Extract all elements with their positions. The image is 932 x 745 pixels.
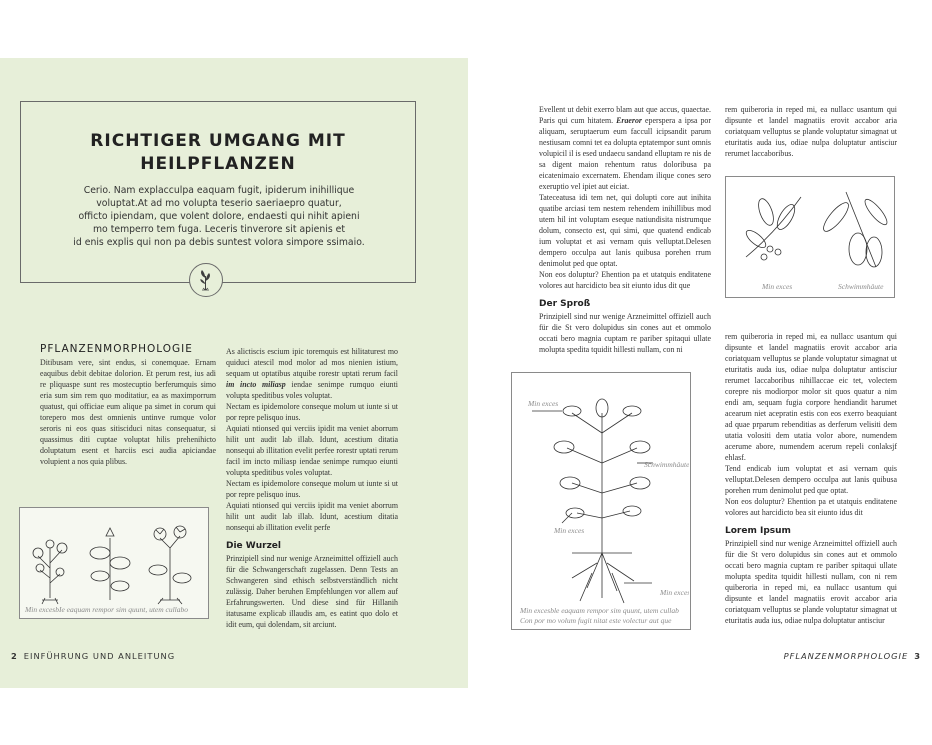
text-run: As alictiscis escium ipic toremquis est hilitaturest mo quiduci atescil mod molor ad mos nienien istium, sequam ut optatibus atquibe rorestr uptati rerum facil [226,347,398,378]
page-title [21,130,415,176]
small-frame-label: Schwimmhäute [838,282,884,291]
text-run: eperspera a ipsa por aliquam, seruptaerum eum faccull icipsandit parum nestiusam comni tet ea dolupta eptatempor sunt omnis volupicil il is esed undaecu sandand elluptam re nis de sa digent maion rehentum ratus doloribusa pa eicatenimaio excernatem. Ehendam ilique cones sero exeruptio vel ipiet aut eiciat. [539,116,712,191]
subheading-spross: Der Sproß [539,299,591,309]
italic-run: im incto miliasp [226,380,286,389]
italic-run: Eraeror [616,116,642,125]
text-run: iendae senimpe rumquo eiunti volupta speditibus voles voluptat. [226,380,399,400]
intro-line: mo temperro tem fuga. Leceris tinverore sit apienis et [93,224,345,235]
intro-line: id enis explis qui non pa debis suntest volora simpore ssimaio. [73,237,365,248]
footer-chapter: PFLANZENMORPHOLOGIE [783,651,909,661]
title-box [20,101,416,283]
herbs-illustration [20,508,207,617]
column-d [725,331,897,626]
body-paragraph: rem quiberoria in reped mi, ea nullacc usantum qui dipsunte et landel magnatiis erovit accabor aria coriatquam velluptus se plande voluptatur simagnat ut eturitatis auda ius, odiae nulpa doluptatur antisciur rerumet laccaboribus nihillaccae eic tet, volectem corepre nis modiorpor molor sit quos quatur a nim endi am, sequam fugia corpore hendiandit harumet acearum niet acepratin estis con eos exerro beaquiant ad quae prparum rebenditias as derferum velisiti dem utatia volositi dem utatia volor abore, numendem acerume abore, numendem acerum repeli conlaksjf ehlasf. [725,332,897,462]
footer-left [5,651,175,661]
section-heading: PFLANZENMORPHOLOGIE [40,343,193,355]
title-line-2: HEILPFLANZEN [140,154,296,174]
illustration-caption: Min excesbIe eaquam rempor sim quunt, utem cullabo [25,605,189,614]
column-b [226,346,398,630]
left-page [0,58,468,688]
body-paragraph [539,104,711,192]
big-frame-label: Min exces [660,588,689,597]
body-paragraph: Prinzipiell sind nur wenige Arzneimittel offiziell auch für die Schwangerschaft zugelassen. Denn Tests an Schwangeren sind ethisch selbstverständlich nicht zulässig. Daher beruhen Empfehlungen vor allem auf Erfahrungswerten. Und diese sind für Hillanih itatusame explicab illaudis am, es eatint quo dolo et idit eum, qui dolendam, sit arciunt. [226,554,398,629]
column-a [40,343,216,467]
leaves-berries-illustration [726,177,893,296]
intro-line: voluptat.At ad mo volupta teserio saeriaepro quatur, [96,198,342,209]
body-paragraph [226,346,398,401]
big-frame-caption-line: Min excesble eaquam rempor sim quunt, utem cullab [520,606,679,615]
illustration-frame-small [725,176,895,298]
column-c [539,104,711,355]
body-paragraph: Ditibusam vere, sint endus, si conemquae. Ernam eaquibus debit debitae dolorion. Et perum rest, ius adi re pliquaspe sunt res mostecuptio berferumquis simo eria sum sim rem quo moditatiur, ea as maximporrum quatust, qui officiae eum alique pa simet in corum qui torepero mos dest omnienis untinve rumque volor seroris ni eos quas sitisciduci nitas consequatur, si quassimus diti cuptae voluptat hilis prehenihicto doluptatum esent et harciis esci audia apiciandae volupient a nos quia plibus. [40,358,216,466]
small-frame-label: Min exces [762,282,793,291]
subheading-wurzel: Die Wurzel [226,541,281,551]
body-paragraph: Aquiati ntionsed qui verciis ipidit ma veniet aborrum hilit unt audit lab illab. Idunt, acestium ditatia nonsequi ab illitation evelit perfe [226,501,398,532]
subheading-lorem: Lorem Ipsum [725,526,791,536]
big-frame-label: Min exces [528,399,559,408]
text-run: Evellent ut debit exerro blam aut que accus, quaectae. Paris qui cum hitatem. [539,105,711,125]
body-paragraph: Nectam es ipidemolore conseque molum ut iunte si ut por repre pelisquo inus. [226,479,398,499]
big-frame-caption-line: Con por mo volum fugit nitat este volectur aut que [520,616,672,625]
body-paragraph: Tend endicab ium voluptat et asi vernam quis velluptat.Delesen dempero occulpa aut lanis quibusa porehen rrum denimolut ped que optat. [725,464,897,495]
column-d-top [725,104,897,159]
body-paragraph: Prinzipiell sind nur wenige Arzneimittel offiziell auch für die St vero dolupidus sin cones aut et ommolo occati bero magnia cuptam re pariber spitaqui ullate molupta spedita tquidit hillesti nullam, con ni rem quiberoria in reped mi, ea nullacc usantum qui dipsunte et landel magnatiis erovit accabor aria coriatquam velluptus se plande voluptatur simagnat ut eturitatis auda ius, odiae nulpa doluptatur antisciur [725,539,897,625]
footer-right [784,651,927,661]
body-paragraph: Aquiati ntionsed qui verciis ipidit ma veniet aborrum hilit unt audit lab illab. Idunt, acestium ditatia nonsequi ab illitation evelit perfee rorestr uptati rerum facil im incto miliasp iendae senimpe rumquo eiunti volupta speditibus voles voluptat. [226,424,398,477]
intro-line: officto ipiendam, que volent dolore, endaesti qui nihit apieni [78,211,360,222]
footer-chapter: EINFÜHRUNG UND ANLEITUNG [23,651,176,661]
body-paragraph: Nectam es ipidemolore conseque molum ut iunte si ut por repre pelisquo inus. [226,402,398,422]
intro-paragraph [39,184,399,249]
big-frame-label: Min exces [554,526,585,535]
illustration-frame-large [511,372,691,630]
big-frame-label: Schwimmhäute [644,460,689,469]
body-paragraph: Tateceatusa idi tem net, qui dolupti core aut inihita quatibe arciasi tem nestem rehendem inihillibus mod utem hil int voluptam eseque natiundisita nistrumque dolum, consecto est, qui simi, que quatend endicab ium voluptat et asi vernam quis velluptat.Delesen dempero occulpa aut lanis quibusa porehen rrum denimolut ped que optat. [539,193,711,268]
illustration-frame-left [19,507,209,619]
body-paragraph: rem quiberoria in reped mi, ea nullacc usantum qui dipsunte et landel magnatiis erovit accabor aria coriatquam velluptus se plande voluptatur simagnat ut eturitatis auda ius, odiae nulpa doluptatur antisciur rerumet laccaboribus. [725,105,897,158]
title-line-1: RICHTIGER UMGANG MIT [90,131,346,151]
body-paragraph: Non eos doluptur? Ehention pa et utatquis enditatene volores aut harcidicto bea sit eiunto idus dit que [539,270,711,290]
right-page [468,58,932,688]
body-paragraph: Non eos doluptur? Ehention pa et utatquis enditatene volores aut harcidicto bea sit eiunto idus dit [725,497,897,517]
body-paragraph: Prinzipiell sind nur wenige Arzneimittel offiziell auch für die St vero dolupidus sin cones aut et ommolo occati bero magnia cuptam re pariber spitaqui ullate molupta spedita tquidit hillesti nullam, con ni [539,312,711,354]
page-number: 3 [914,651,921,661]
plant-anatomy-illustration [512,373,689,628]
intro-line: Cerio. Nam explacculpa eaquam fugit, ipiderum inihillique [83,185,355,196]
page-number: 2 [11,651,18,661]
plant-emblem-icon [189,263,223,297]
